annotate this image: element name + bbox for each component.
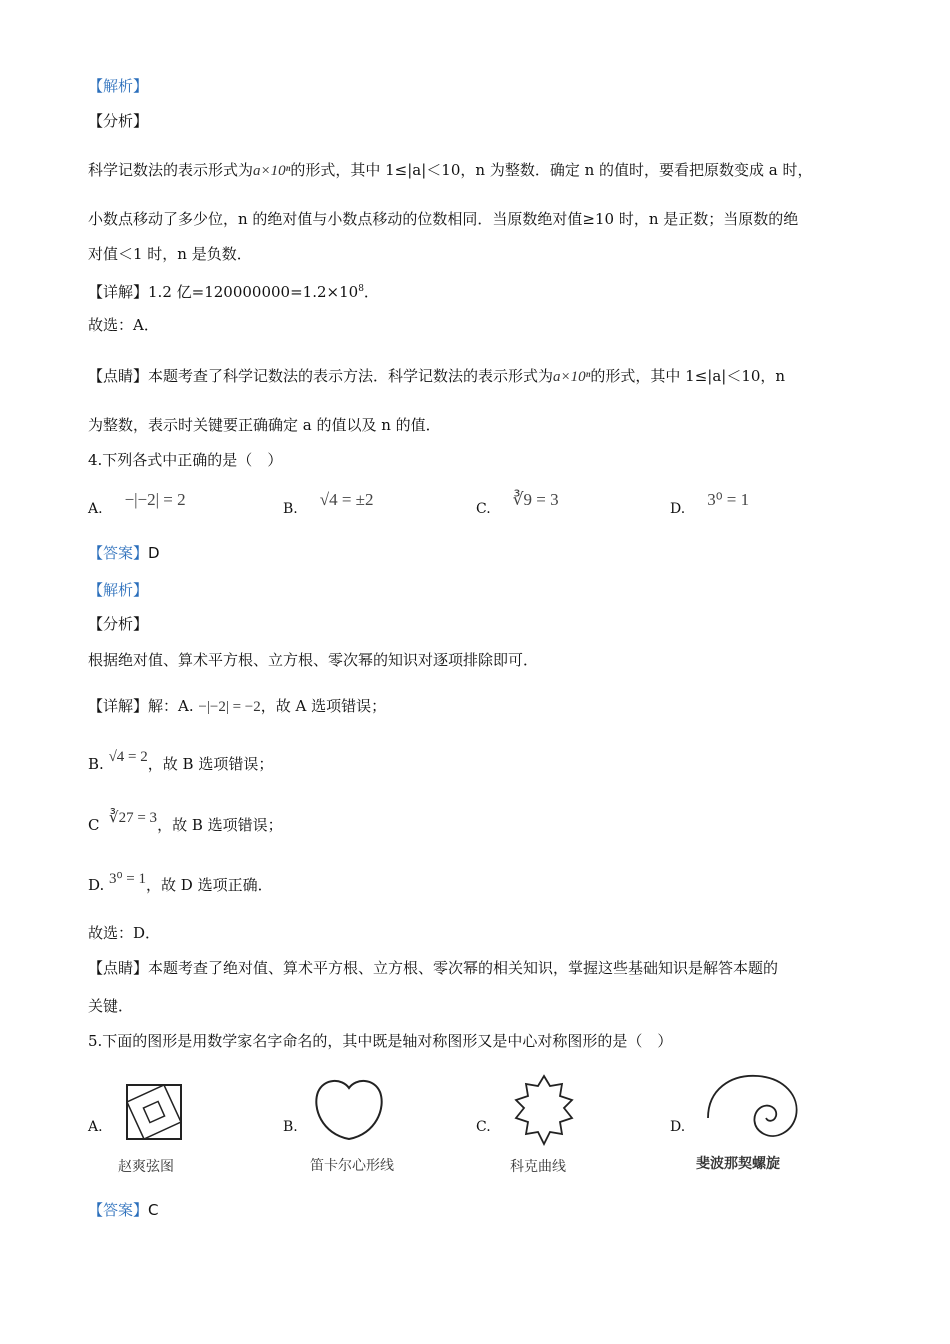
q4-option-c: C. ∛9 = 3 [476,490,559,517]
sci-notation-expr: a×10ⁿ [253,163,291,179]
q3-comment-line2: 为整数，表示时关键要正确确定 a 的值以及 n 的值． [88,416,441,434]
fibonacci-spiral-figure [700,1070,810,1150]
zhao-shuang-figure [124,1082,184,1142]
q5-option-d-label: D. [670,1119,686,1135]
q5-answer: 【答案】C [88,1201,159,1219]
q3-analysis-line2: 小数点移动了多少位，n 的绝对值与小数点移动的位数相同．当原数绝对值≥10 时，n 是正数；当原数的绝 [88,210,799,228]
q4-detail-b: B. √4 = 2，故 B 选项错误； [88,749,274,773]
q4-analysis-tag: 【解析】 [88,581,149,599]
q4-comment-line1: 【点睛】本题考查了绝对值、算术平方根、立方根、零次幂的相关知识，掌握这些基础知识是解答本题的 [88,959,779,977]
q5-caption-b: 笛卡尔心形线 [310,1158,394,1174]
q4-stem: 4.下列各式中正确的是（ ） [88,451,283,469]
q4-detail-c: C ∛27 = 3，故 B 选项错误； [88,810,283,834]
koch-snowflake-figure [510,1074,578,1146]
q5-caption-c: 科克曲线 [510,1159,566,1175]
q3-choose: 故选：A． [88,316,159,334]
q5-option-a-label: A. [88,1119,103,1135]
q4-detail-d: D. 3⁰ = 1，故 D 选项正确． [88,871,273,894]
q4-choose: 故选：D． [88,924,161,942]
analysis-tag: 【解析】 [88,77,149,95]
q4-option-d: D. 3⁰ = 1 [670,490,750,517]
q5-caption-d: 斐波那契螺旋 [696,1156,780,1172]
q4-option-b: B. √4 = ±2 [283,490,374,517]
q4-comment-line2: 关键． [88,997,134,1015]
q3-analysis-line1: 科学记数法的表示形式为a×10ⁿ的形式，其中 1≤|a|＜10，n 为整数．确定 n 的值时，要看把原数变成 a 时， [88,161,813,179]
q3-comment-line1: 【点睛】本题考查了科学记数法的表示方法．科学记数法的表示形式为a×10ⁿ的形式，其中 1≤|a|＜10，n [88,367,786,385]
q4-detail-a: 【详解】解：A. −|−2| = −2，故 A 选项错误； [88,697,387,715]
q3-analysis-line3: 对值＜1 时，n 是负数． [88,245,252,263]
cardioid-figure [312,1076,386,1142]
q5-option-c-label: C. [476,1119,491,1135]
q4-analysis-sub: 【分析】 [88,615,149,633]
q3-detail: 【详解】1.2 亿$=120000000=1.2\times 10^8$． [88,283,379,301]
analysis-sub-tag: 【分析】 [88,112,149,130]
q4-analysis-text: 根据绝对值、算术平方根、立方根、零次幂的知识对逐项排除即可． [88,651,539,669]
q4-option-a: A. −|−2| = 2 [88,490,186,517]
q5-stem: 5.下面的图形是用数学家名字命名的，其中既是轴对称图形又是中心对称图形的是（ ） [88,1032,673,1050]
q4-answer: 【答案】D [88,544,160,562]
q5-option-b-label: B. [283,1119,298,1135]
q5-caption-a: 赵爽弦图 [118,1159,174,1175]
